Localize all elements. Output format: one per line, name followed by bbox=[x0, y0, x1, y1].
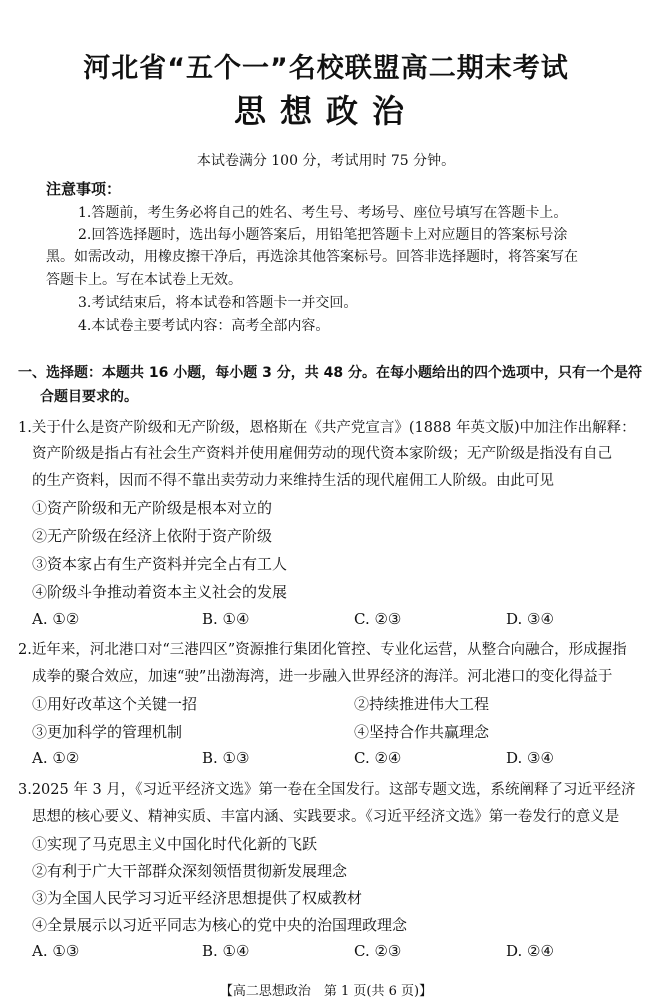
question-stem: 资产阶级是指占有社会生产资料并使用雇佣劳动的现代资本家阶级；无产阶级是指没有自己 bbox=[32, 446, 612, 462]
question-stem: 2.近年来，河北港口对“三港四区”资源推行集团化管控、专业化运营，从整合向融合，形成握指 bbox=[18, 642, 627, 658]
notice-line: 答题卡上。写在本试卷上无效。 bbox=[46, 272, 242, 288]
page-footer: 【高二思想政治 第 1 页(共 6 页)】 bbox=[219, 984, 433, 999]
choice-b[interactable]: B. ①③ bbox=[202, 749, 250, 767]
exam-title: 河北省“五个一”名校联盟高二期末考试 bbox=[83, 53, 569, 84]
question-stem: 3.2025 年 3 月，《习近平经济文选》第一卷在全国发行。这部专题文选，系统阐释了习近平经济 bbox=[18, 782, 636, 798]
notice-line: 2.回答选择题时，选出每小题答案后，用铅笔把答题卡上对应题目的答案标号涂 bbox=[78, 227, 568, 243]
question-item: ①资产阶级和无产阶级是根本对立的 bbox=[32, 499, 273, 517]
choice-a[interactable]: A. ①③ bbox=[32, 942, 80, 960]
notice-line: 3.考试结束后，将本试卷和答题卡一并交回。 bbox=[78, 295, 358, 311]
question-item: ③资本家占有生产资料并完全占有工人 bbox=[32, 555, 288, 573]
section-heading: 一、选择题：本题共 16 小题，每小题 3 分，共 48 分。在每小题给出的四个选项中，只有一个是符 bbox=[18, 365, 642, 381]
question-item: ②无产阶级在经济上依附于资产阶级 bbox=[32, 527, 273, 545]
question-item: ③为全国人民学习习近平经济思想提供了权威教材 bbox=[32, 889, 363, 907]
exam-note: 本试卷满分 100 分，考试用时 75 分钟。 bbox=[196, 153, 456, 169]
subject-title: 思想政治 bbox=[233, 92, 418, 130]
choice-c[interactable]: C. ②④ bbox=[354, 749, 402, 767]
notice-line: 黑。如需改动，用橡皮擦干净后，再选涂其他答案标号。回答非选择题时，将答案写在 bbox=[46, 249, 578, 265]
notice-line: 1.答题前，考生务必将自己的姓名、考生号、考场号、座位号填写在答题卡上。 bbox=[78, 205, 568, 221]
choice-a[interactable]: A. ①② bbox=[32, 749, 80, 767]
question-item: ②持续推进伟大工程 bbox=[354, 695, 490, 713]
choice-d[interactable]: D. ③④ bbox=[506, 610, 554, 628]
question-stem: 1.关于什么是资产阶级和无产阶级，恩格斯在《共产党宣言》(1888 年英文版)中加注作出解释： bbox=[18, 420, 636, 436]
notice-heading: 注意事项： bbox=[46, 180, 122, 198]
notice-line: 4.本试卷主要考试内容：高考全部内容。 bbox=[78, 318, 330, 334]
choice-a[interactable]: A. ①② bbox=[32, 610, 80, 628]
question-item: ③更加科学的管理机制 bbox=[32, 723, 183, 741]
question-stem: 成拳的聚合效应，加速“驶”出渤海湾，进一步融入世界经济的海洋。河北港口的变化得益于 bbox=[32, 669, 613, 685]
section-heading-cont: 合题目要求的。 bbox=[40, 389, 138, 405]
choice-c[interactable]: C. ②③ bbox=[354, 610, 402, 628]
question-item: ①实现了马克思主义中国化时代化新的飞跃 bbox=[32, 835, 318, 853]
question-item: ④坚持合作共赢理念 bbox=[354, 723, 490, 741]
question-item: ④全景展示以习近平同志为核心的党中央的治国理政理念 bbox=[32, 916, 408, 934]
choice-b[interactable]: B. ①④ bbox=[202, 610, 250, 628]
question-item: ①用好改革这个关键一招 bbox=[32, 695, 198, 713]
question-item: ②有利于广大干部群众深刻领悟贯彻新发展理念 bbox=[32, 862, 348, 880]
choice-c[interactable]: C. ②③ bbox=[354, 942, 402, 960]
question-stem: 思想的核心要义、精神实质、丰富内涵、实践要求。《习近平经济文选》第一卷发行的意义是 bbox=[32, 809, 620, 825]
choice-d[interactable]: D. ③④ bbox=[506, 749, 554, 767]
choice-b[interactable]: B. ①④ bbox=[202, 942, 250, 960]
question-stem: 的生产资料，因而不得不靠出卖劳动力来维持生活的现代雇佣工人阶级。由此可见 bbox=[32, 473, 554, 489]
question-item: ④阶级斗争推动着资本主义社会的发展 bbox=[32, 583, 288, 601]
choice-d[interactable]: D. ②④ bbox=[506, 942, 554, 960]
